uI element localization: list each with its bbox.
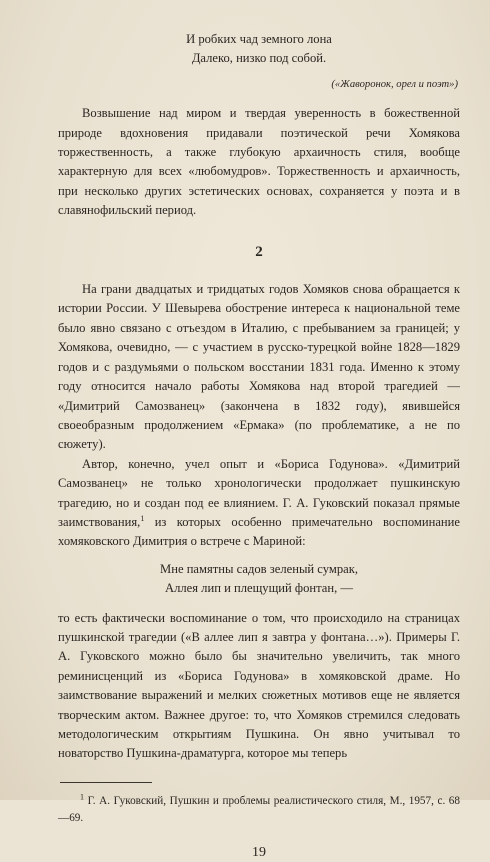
section-number: 2 [255, 243, 263, 260]
paragraph: На грани двадцатых и тридцатых годов Хомяков снова обращается к истории России. У Шевырева обострение интереса к национальной теме было явно связано с отъездом в Италию, с пребыванием за границей; у Хомякова, очевидно, — с участием в русско-турецкой войне 1828—1829 годов и с раздумьями о польском восстании 1831 года. Именно к этому году относится начало работы Хомякова над второй трагедией — «Димитрий Самозванец» (закончена в 1832 году), явившейся своеобразным продолжением «Ермака» (по проблематике, а не по сюжету). [58, 282, 460, 452]
paragraph: Возвышение над миром и твердая уверенность в божественной природе вдохновения придавали поэтической речи Хомякова торжественность, а также глубокую архаичность стиля, вообще характерную для всех «любомудров». Торжественность и архаичность, при несколько других эстетических основах, сохраняется у поэта и в славянофильский период. [58, 106, 460, 218]
quoted-verse [58, 560, 460, 599]
footnote-reference: 1 [140, 513, 145, 523]
epigraph-line: Далеко, низко под собой. [191, 51, 327, 66]
paragraph: то есть фактически воспоминание о том, что происходило на страницах пушкинской трагедии («В аллее лип я завтра у фонтана…»). Примеры Г. А. Гуковского можно было бы значительно увеличить, так много реминисценций из «Бориса Годунова» в хомяковской драме. Но заимствование выражений и мелких сюжетных мотивов еще не является творческим актом. Важнее другое: то, что Хомяков стремился следовать методологическим открытиям Пушкина. Он явно учитывал то новаторство Пушкина-драматурга, которое мы теперь [58, 610, 460, 761]
paragraph [58, 455, 460, 552]
page-content [58, 30, 460, 862]
page-number: 19 [252, 844, 266, 860]
footnote-mark: 1 [80, 792, 84, 802]
footnote [58, 793, 460, 827]
epigraph-line: И робких чад земного лона [186, 32, 332, 46]
paragraph-text: из которых особенно примечательно воспоминание хомяковского Димитрия о встрече с Мариной: [58, 514, 460, 549]
verse-line: Мне памятны садов зеленый сумрак, [160, 561, 358, 576]
verse-line: Аллея лип и плещущий фонтан, — [164, 581, 353, 596]
epigraph [58, 30, 460, 69]
epigraph-source: («Жаворонок, орел и поэт») [331, 78, 458, 90]
footnote-text: Г. А. Гуковский, Пушкин и проблемы реалистического стиля, М., 1957, с. 68—69. [58, 794, 460, 824]
footnote-divider [60, 782, 152, 783]
paragraph-text: Автор, конечно, учел опыт и «Бориса Годунова». «Димитрий Самозванец» не только хронологически продолжает пушкинскую трагедию, но и создан под ее влиянием. Г. А. Гуковский показал прямые заимствования, [58, 456, 460, 529]
